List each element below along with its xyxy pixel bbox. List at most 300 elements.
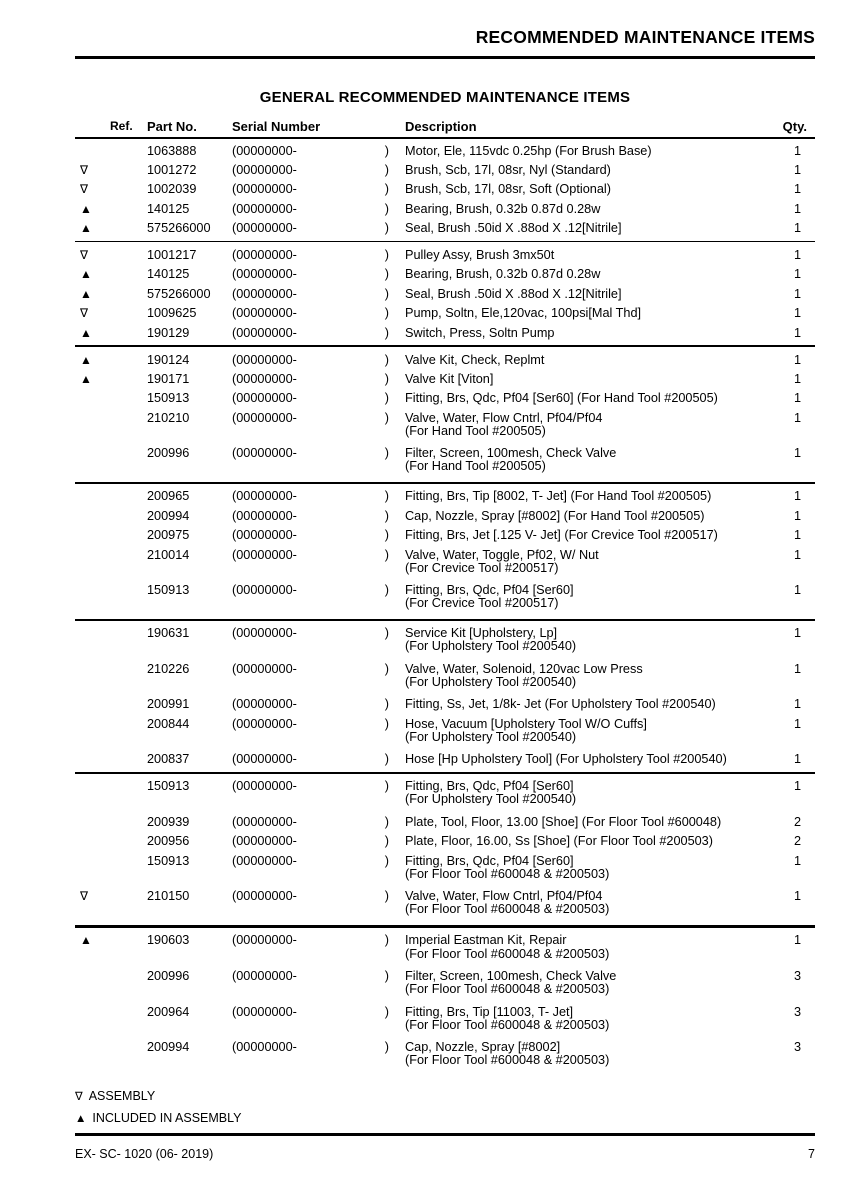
part-number: 200996 xyxy=(147,968,190,983)
quantity: 1 xyxy=(793,143,801,158)
serial-close-paren: ) xyxy=(384,1004,389,1019)
serial-open-paren: (00000000- xyxy=(232,162,297,177)
description-line1: Bearing, Brush, 0.32b 0.87d 0.28w xyxy=(405,201,601,216)
quantity: 1 xyxy=(793,248,801,263)
serial-open-paren: (00000000- xyxy=(232,221,297,236)
quantity: 1 xyxy=(793,267,801,282)
serial-number xyxy=(232,1005,405,1019)
assembly-triangle-icon: ∇ xyxy=(75,1091,83,1104)
description xyxy=(405,267,767,281)
serial-close-paren: ) xyxy=(384,716,389,731)
serial-close-paren: ) xyxy=(384,583,389,598)
serial-open-paren: (00000000- xyxy=(232,286,297,301)
quantity: 3 xyxy=(793,1040,801,1055)
serial-number xyxy=(232,306,405,320)
quantity: 1 xyxy=(793,489,801,504)
description-line2: (For Hand Tool #200505) xyxy=(405,459,546,474)
serial-close-paren: ) xyxy=(384,626,389,641)
quantity: 1 xyxy=(793,182,801,197)
serial-close-paren: ) xyxy=(384,779,389,794)
serial-open-paren: (00000000- xyxy=(232,306,297,321)
serial-close-paren: ) xyxy=(384,182,389,197)
table-row xyxy=(75,659,815,695)
description-line1: Bearing, Brush, 0.32b 0.87d 0.28w xyxy=(405,267,601,282)
serial-number xyxy=(232,182,405,196)
table-row xyxy=(75,966,815,1002)
description xyxy=(405,509,767,523)
serial-close-paren: ) xyxy=(384,267,389,282)
column-header-description: Description xyxy=(405,119,477,134)
ref-symbol: ∇ xyxy=(80,248,89,263)
serial-number xyxy=(232,287,405,301)
quantity: 1 xyxy=(793,583,801,598)
serial-number xyxy=(232,583,405,597)
part-number: 210226 xyxy=(147,661,190,676)
ref-symbol: ▲ xyxy=(80,371,92,386)
doc-code: EX- SC- 1020 (06- 2019) xyxy=(75,1146,214,1161)
part-number: 210210 xyxy=(147,410,190,425)
description-line1: Hose [Hp Upholstery Tool] (For Upholstery Tool #200540) xyxy=(405,752,727,767)
part-number: 200965 xyxy=(147,489,190,504)
table-row xyxy=(75,408,815,444)
table-row xyxy=(75,545,815,581)
serial-open-paren: (00000000- xyxy=(232,547,297,562)
description-line2: (For Floor Tool #600048 & #200503) xyxy=(405,1053,610,1068)
description-line1: Fitting, Brs, Qdc, Pf04 [Ser60] xyxy=(405,853,574,868)
quantity: 1 xyxy=(793,306,801,321)
serial-number xyxy=(232,267,405,281)
serial-number xyxy=(232,854,405,868)
table-row xyxy=(75,851,815,887)
group-divider xyxy=(75,772,815,774)
serial-close-paren: ) xyxy=(384,853,389,868)
table-row xyxy=(75,812,815,831)
serial-number xyxy=(232,834,405,848)
table-header-row xyxy=(75,119,815,135)
part-number: 1001272 xyxy=(147,162,197,177)
serial-number xyxy=(232,933,405,947)
description-line1: Fitting, Brs, Qdc, Pf04 [Ser60] xyxy=(405,779,574,794)
quantity: 1 xyxy=(793,162,801,177)
quantity: 1 xyxy=(793,547,801,562)
description-line1: Switch, Press, Soltn Pump xyxy=(405,325,555,340)
serial-close-paren: ) xyxy=(384,508,389,523)
description-line1: Motor, Ele, 115vdc 0.25hp (For Brush Base) xyxy=(405,143,652,158)
description-line1: Filter, Screen, 100mesh, Check Valve xyxy=(405,968,617,983)
description xyxy=(405,489,767,503)
serial-open-paren: (00000000- xyxy=(232,446,297,461)
description xyxy=(405,583,767,613)
ref-symbol: ▲ xyxy=(80,352,92,367)
table-row xyxy=(75,245,815,264)
serial-open-paren: (00000000- xyxy=(232,371,297,386)
part-number: 1063888 xyxy=(147,143,197,158)
table-row xyxy=(75,160,815,179)
part-number: 200994 xyxy=(147,508,190,523)
description xyxy=(405,182,767,196)
quantity: 1 xyxy=(793,446,801,461)
description-line2: (For Crevice Tool #200517) xyxy=(405,596,559,611)
serial-number xyxy=(232,815,405,829)
part-number: 190124 xyxy=(147,352,190,367)
quantity: 2 xyxy=(793,814,801,829)
table-row xyxy=(75,304,815,323)
table-body xyxy=(75,141,815,1073)
description-line1: Hose, Vacuum [Upholstery Tool W/O Cuffs] xyxy=(405,716,647,731)
serial-close-paren: ) xyxy=(384,371,389,386)
description-line1: Fitting, Brs, Qdc, Pf04 [Ser60] (For Hand Tool #200505) xyxy=(405,391,718,406)
description-line1: Brush, Scb, 17l, 08sr, Soft (Optional) xyxy=(405,182,611,197)
description-line2: (For Upholstery Tool #200540) xyxy=(405,675,577,690)
table-row xyxy=(75,1002,815,1038)
description-line1: Filter, Screen, 100mesh, Check Valve xyxy=(405,446,617,461)
description-line1: Plate, Tool, Floor, 13.00 [Shoe] (For Floor Tool #600048) xyxy=(405,814,722,829)
serial-number xyxy=(232,372,405,386)
symbol-legend xyxy=(75,1089,815,1133)
table-row xyxy=(75,389,815,408)
description-line1: Cap, Nozzle, Spray [#8002] (For Hand Tool #200505) xyxy=(405,508,705,523)
serial-open-paren: (00000000- xyxy=(232,968,297,983)
description-line1: Service Kit [Upholstery, Lp] xyxy=(405,626,558,641)
serial-close-paren: ) xyxy=(384,814,389,829)
table-row xyxy=(75,323,815,342)
description-line1: Imperial Eastman Kit, Repair xyxy=(405,933,567,948)
quantity: 1 xyxy=(793,661,801,676)
quantity: 1 xyxy=(793,752,801,767)
quantity: 1 xyxy=(793,221,801,236)
description xyxy=(405,306,767,320)
page-number: 7 xyxy=(808,1146,815,1161)
serial-open-paren: (00000000- xyxy=(232,661,297,676)
serial-close-paren: ) xyxy=(384,933,389,948)
description xyxy=(405,626,767,656)
serial-close-paren: ) xyxy=(384,325,389,340)
description-line2: (For Upholstery Tool #200540) xyxy=(405,639,577,654)
description-line1: Brush, Scb, 17l, 08sr, Nyl (Standard) xyxy=(405,162,611,177)
serial-open-paren: (00000000- xyxy=(232,201,297,216)
part-number: 150913 xyxy=(147,583,190,598)
serial-number xyxy=(232,662,405,676)
serial-open-paren: (00000000- xyxy=(232,933,297,948)
table-row xyxy=(75,219,815,238)
part-number: 200991 xyxy=(147,697,190,712)
table-row xyxy=(75,199,815,218)
group-divider xyxy=(75,482,815,484)
part-number: 140125 xyxy=(147,201,190,216)
part-number: 200975 xyxy=(147,528,190,543)
description xyxy=(405,411,767,441)
table-row xyxy=(75,750,815,769)
description-line2: (For Floor Tool #600048 & #200503) xyxy=(405,982,610,997)
table-row xyxy=(75,487,815,506)
quantity: 1 xyxy=(793,352,801,367)
serial-open-paren: (00000000- xyxy=(232,182,297,197)
table-row xyxy=(75,350,815,369)
description-line1: Seal, Brush .50id X .88od X .12[Nitrile] xyxy=(405,221,622,236)
serial-number xyxy=(232,489,405,503)
serial-open-paren: (00000000- xyxy=(232,489,297,504)
table-row xyxy=(75,141,815,160)
serial-number xyxy=(232,509,405,523)
table-row xyxy=(75,624,815,660)
quantity: 1 xyxy=(793,626,801,641)
serial-close-paren: ) xyxy=(384,201,389,216)
part-number: 190129 xyxy=(147,325,190,340)
table-row xyxy=(75,695,815,714)
description-line1: Pulley Assy, Brush 3mx50t xyxy=(405,248,555,263)
description xyxy=(405,1040,767,1070)
table-row xyxy=(75,444,815,480)
quantity: 3 xyxy=(793,968,801,983)
legend-assembly xyxy=(75,1089,815,1104)
part-number: 210150 xyxy=(147,889,190,904)
ref-symbol: ∇ xyxy=(80,306,89,321)
description xyxy=(405,662,767,692)
serial-number xyxy=(232,144,405,158)
description xyxy=(405,221,767,235)
ref-symbol: ∇ xyxy=(80,889,89,904)
part-number: 190171 xyxy=(147,371,190,386)
part-number: 200994 xyxy=(147,1040,190,1055)
serial-open-paren: (00000000- xyxy=(232,410,297,425)
serial-close-paren: ) xyxy=(384,661,389,676)
description xyxy=(405,163,767,177)
ref-symbol: ▲ xyxy=(80,201,92,216)
description xyxy=(405,854,767,884)
description-line1: Valve Kit, Check, Replmt xyxy=(405,352,545,367)
serial-close-paren: ) xyxy=(384,834,389,849)
description-line1: Fitting, Brs, Qdc, Pf04 [Ser60] xyxy=(405,583,574,598)
part-number: 210014 xyxy=(147,547,190,562)
description xyxy=(405,144,767,158)
serial-number xyxy=(232,1040,405,1054)
description-line1: Seal, Brush .50id X .88od X .12[Nitrile] xyxy=(405,286,622,301)
serial-close-paren: ) xyxy=(384,1040,389,1055)
part-number: 200956 xyxy=(147,834,190,849)
description-line2: (For Upholstery Tool #200540) xyxy=(405,730,577,744)
serial-number xyxy=(232,528,405,542)
description-line2: (For Floor Tool #600048 & #200503) xyxy=(405,866,610,881)
table-row xyxy=(75,180,815,199)
table-row xyxy=(75,265,815,284)
part-number: 150913 xyxy=(147,853,190,868)
serial-close-paren: ) xyxy=(384,547,389,562)
description xyxy=(405,752,767,766)
description-line1: Fitting, Brs, Tip [11003, T- Jet] xyxy=(405,1004,574,1019)
serial-open-paren: (00000000- xyxy=(232,143,297,158)
serial-number xyxy=(232,353,405,367)
quantity: 1 xyxy=(793,410,801,425)
serial-close-paren: ) xyxy=(384,410,389,425)
part-number: 200844 xyxy=(147,716,190,731)
quantity: 1 xyxy=(793,371,801,386)
serial-number xyxy=(232,779,405,793)
serial-open-paren: (00000000- xyxy=(232,391,297,406)
description-line1: Valve, Water, Flow Cntrl, Pf04/Pf04 xyxy=(405,889,603,904)
description xyxy=(405,202,767,216)
serial-open-paren: (00000000- xyxy=(232,508,297,523)
description xyxy=(405,446,767,476)
description-line2: (For Crevice Tool #200517) xyxy=(405,560,559,575)
table-row xyxy=(75,777,815,813)
description xyxy=(405,933,767,963)
table-row xyxy=(75,832,815,851)
serial-open-paren: (00000000- xyxy=(232,626,297,641)
quantity: 1 xyxy=(793,853,801,868)
quantity: 1 xyxy=(793,716,801,731)
description xyxy=(405,889,767,919)
serial-open-paren: (00000000- xyxy=(232,752,297,767)
description-line1: Fitting, Brs, Tip [8002, T- Jet] (For Hand Tool #200505) xyxy=(405,489,712,504)
quantity: 1 xyxy=(793,201,801,216)
page-header-title: RECOMMENDED MAINTENANCE ITEMS xyxy=(475,27,815,47)
serial-open-paren: (00000000- xyxy=(232,779,297,794)
serial-close-paren: ) xyxy=(384,446,389,461)
description xyxy=(405,548,767,578)
description-line2: (For Floor Tool #600048 & #200503) xyxy=(405,902,610,917)
quantity: 3 xyxy=(793,1004,801,1019)
serial-close-paren: ) xyxy=(384,391,389,406)
description-line1: Valve, Water, Flow Cntrl, Pf04/Pf04 xyxy=(405,410,603,425)
description xyxy=(405,969,767,999)
serial-open-paren: (00000000- xyxy=(232,267,297,282)
serial-number xyxy=(232,163,405,177)
description-line1: Fitting, Brs, Jet [.125 V- Jet] (For Crevice Tool #200517) xyxy=(405,528,718,543)
serial-close-paren: ) xyxy=(384,306,389,321)
serial-open-paren: (00000000- xyxy=(232,1004,297,1019)
page-footer xyxy=(75,1133,815,1162)
serial-open-paren: (00000000- xyxy=(232,528,297,543)
quantity: 2 xyxy=(793,834,801,849)
serial-number xyxy=(232,889,405,903)
description-line1: Valve, Water, Solenoid, 120vac Low Press xyxy=(405,661,643,676)
serial-number xyxy=(232,248,405,262)
quantity: 1 xyxy=(793,286,801,301)
description xyxy=(405,353,767,367)
ref-symbol: ▲ xyxy=(80,933,92,948)
description xyxy=(405,372,767,386)
description-line1: Cap, Nozzle, Spray [#8002] xyxy=(405,1040,561,1055)
serial-close-paren: ) xyxy=(384,286,389,301)
serial-open-paren: (00000000- xyxy=(232,583,297,598)
description-line1: Pump, Soltn, Ele,120vac, 100psi[Mal Thd] xyxy=(405,306,642,321)
part-number: 200996 xyxy=(147,446,190,461)
description xyxy=(405,326,767,340)
description xyxy=(405,391,767,405)
description xyxy=(405,834,767,848)
table-row xyxy=(75,931,815,967)
column-header-serial: Serial Number xyxy=(232,119,321,134)
part-number: 200939 xyxy=(147,814,190,829)
serial-number xyxy=(232,752,405,766)
quantity: 1 xyxy=(793,508,801,523)
table-row xyxy=(75,1038,815,1074)
description-line1: Plate, Floor, 16.00, Ss [Shoe] (For Floor Tool #200503) xyxy=(405,834,713,849)
serial-open-paren: (00000000- xyxy=(232,248,297,263)
serial-number xyxy=(232,697,405,711)
serial-close-paren: ) xyxy=(384,162,389,177)
table-title: GENERAL RECOMMENDED MAINTENANCE ITEMS xyxy=(259,89,631,106)
part-number: 200964 xyxy=(147,1004,190,1019)
description-line2: (For Hand Tool #200505) xyxy=(405,423,546,438)
table-row xyxy=(75,887,815,923)
part-number: 1009625 xyxy=(147,306,197,321)
column-header-part-no: Part No. xyxy=(147,119,197,134)
description-line1: Valve Kit [Viton] xyxy=(405,371,494,386)
serial-open-paren: (00000000- xyxy=(232,697,297,712)
part-number: 150913 xyxy=(147,391,190,406)
part-number: 1002039 xyxy=(147,182,197,197)
description-line2: (For Floor Tool #600048 & #200503) xyxy=(405,946,610,961)
table-row xyxy=(75,526,815,545)
serial-close-paren: ) xyxy=(384,489,389,504)
group-divider xyxy=(75,619,815,621)
serial-close-paren: ) xyxy=(384,968,389,983)
group-divider xyxy=(75,925,815,928)
ref-symbol: ▲ xyxy=(80,286,92,301)
serial-number xyxy=(232,391,405,405)
serial-open-paren: (00000000- xyxy=(232,1040,297,1055)
table-header-rule xyxy=(75,137,815,139)
quantity: 1 xyxy=(793,933,801,948)
description xyxy=(405,717,767,747)
serial-open-paren: (00000000- xyxy=(232,352,297,367)
ref-symbol: ▲ xyxy=(80,267,92,282)
header-rule xyxy=(75,56,815,59)
legend-assembly-label: ASSEMBLY xyxy=(88,1089,156,1104)
ref-symbol: ▲ xyxy=(80,325,92,340)
column-header-qty: Qty. xyxy=(782,119,807,134)
table-row xyxy=(75,369,815,388)
running-header xyxy=(75,26,815,59)
table-row xyxy=(75,581,815,617)
serial-close-paren: ) xyxy=(384,697,389,712)
description-line1: Fitting, Ss, Jet, 1/8k- Jet (For Upholstery Tool #200540) xyxy=(405,697,716,712)
part-number: 190631 xyxy=(147,626,190,641)
serial-close-paren: ) xyxy=(384,352,389,367)
serial-number xyxy=(232,969,405,983)
table-row xyxy=(75,714,815,750)
serial-number xyxy=(232,626,405,640)
serial-number xyxy=(232,446,405,460)
serial-open-paren: (00000000- xyxy=(232,834,297,849)
part-number: 150913 xyxy=(147,779,190,794)
quantity: 1 xyxy=(793,528,801,543)
part-number: 140125 xyxy=(147,267,190,282)
quantity: 1 xyxy=(793,391,801,406)
description xyxy=(405,815,767,829)
parts-table xyxy=(75,119,815,1073)
column-header-ref: Ref. xyxy=(110,119,133,133)
serial-number xyxy=(232,221,405,235)
serial-open-paren: (00000000- xyxy=(232,853,297,868)
serial-open-paren: (00000000- xyxy=(232,814,297,829)
description xyxy=(405,248,767,262)
part-number: 575266000 xyxy=(147,286,211,301)
serial-number xyxy=(232,326,405,340)
description-line1: Valve, Water, Toggle, Pf02, W/ Nut xyxy=(405,547,599,562)
group-divider xyxy=(75,345,815,347)
description xyxy=(405,1005,767,1035)
group-divider xyxy=(75,241,815,243)
serial-close-paren: ) xyxy=(384,248,389,263)
description xyxy=(405,528,767,542)
quantity: 1 xyxy=(793,325,801,340)
serial-number xyxy=(232,717,405,731)
table-row xyxy=(75,284,815,303)
serial-close-paren: ) xyxy=(384,528,389,543)
included-triangle-icon: ▲ xyxy=(75,1113,87,1126)
